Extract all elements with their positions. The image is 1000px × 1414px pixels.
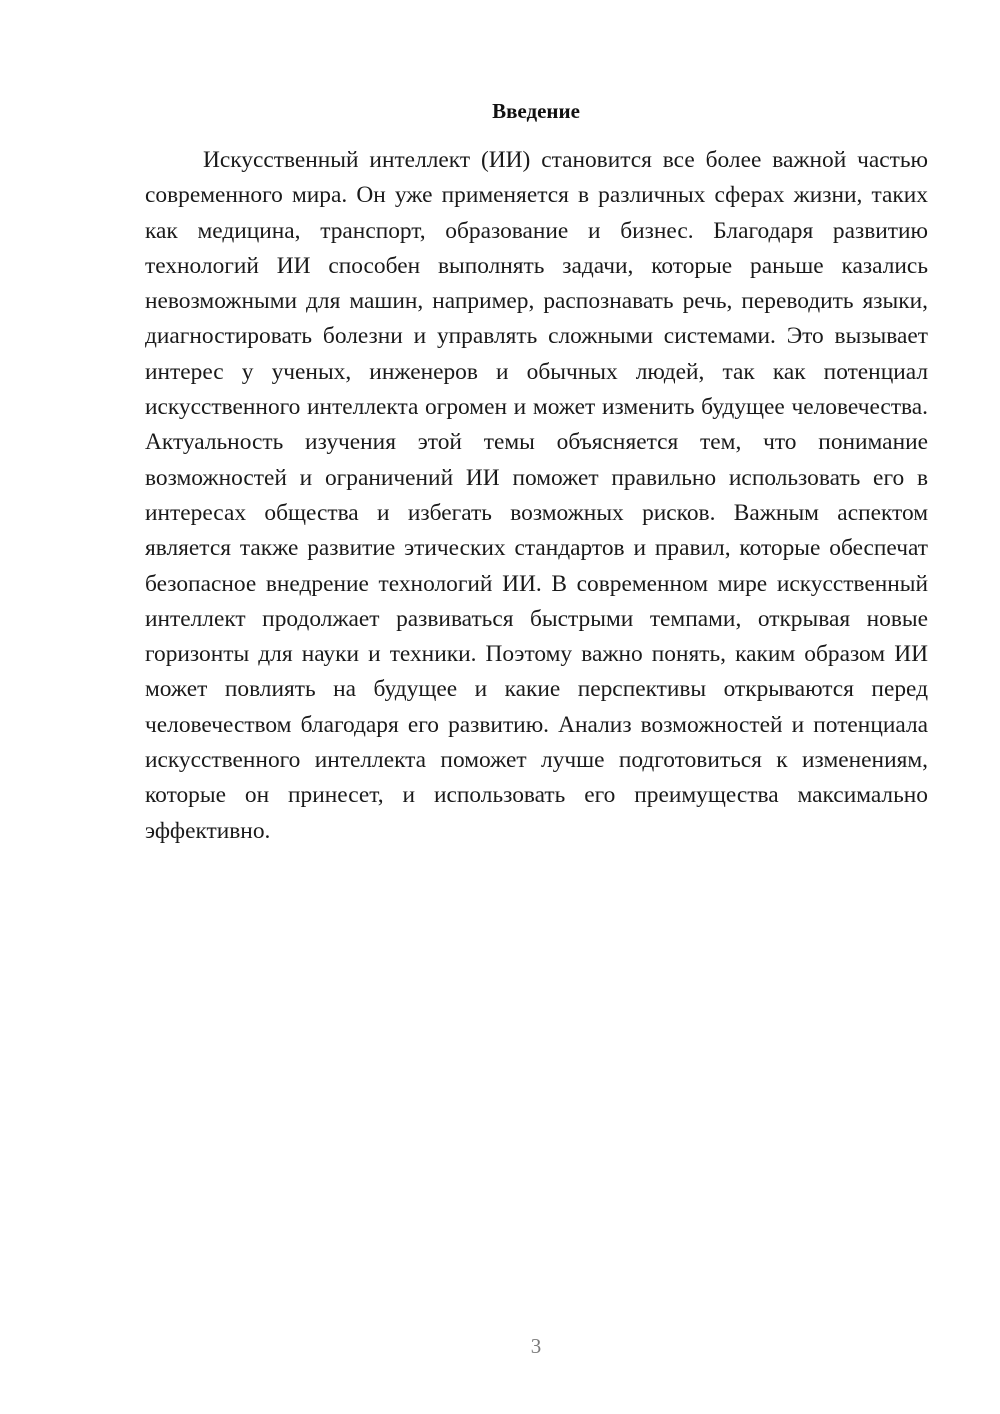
body-text [145, 143, 928, 849]
page-number: 3 [530, 1334, 542, 1358]
section-heading: Введение [492, 99, 580, 123]
paragraph: Искусственный интеллект (ИИ) становится все более важной частью современного мира. Он уже применяется в различных сферах жизни, таких как медицина, транспорт, образование и бизнес. Благодаря развитию технологий ИИ способен выполнять задачи, которые раньше казались невозможными для машин, например, распознавать речь, переводить языки, диагностировать болезни и управлять сложными системами. Это вызывает интерес у ученых, инженеров и обычных людей, так как потенциал искусственного интеллекта огромен и может изменить будущее человечества. Актуальность изучения этой темы объясняется тем, что понимание возможностей и ограничений ИИ поможет правильно использовать его в интересах общества и избегать возможных рисков. Важным аспектом является также развитие этических стандартов и правил, которые обеспечат безопасное внедрение технологий ИИ. В современном мире искусственный интеллект продолжает развиваться быстрыми темпами, открывая новые горизонты для науки и техники. Поэтому важно понять, каким образом ИИ может повлиять на будущее и какие перспективы открываются перед человечеством благодаря его развитию. Анализ возможностей и потенциала искусственного интеллекта поможет лучше подготовиться к изменениям, которые он принесет, и использовать его преимущества максимально эффективно. [145, 147, 928, 844]
